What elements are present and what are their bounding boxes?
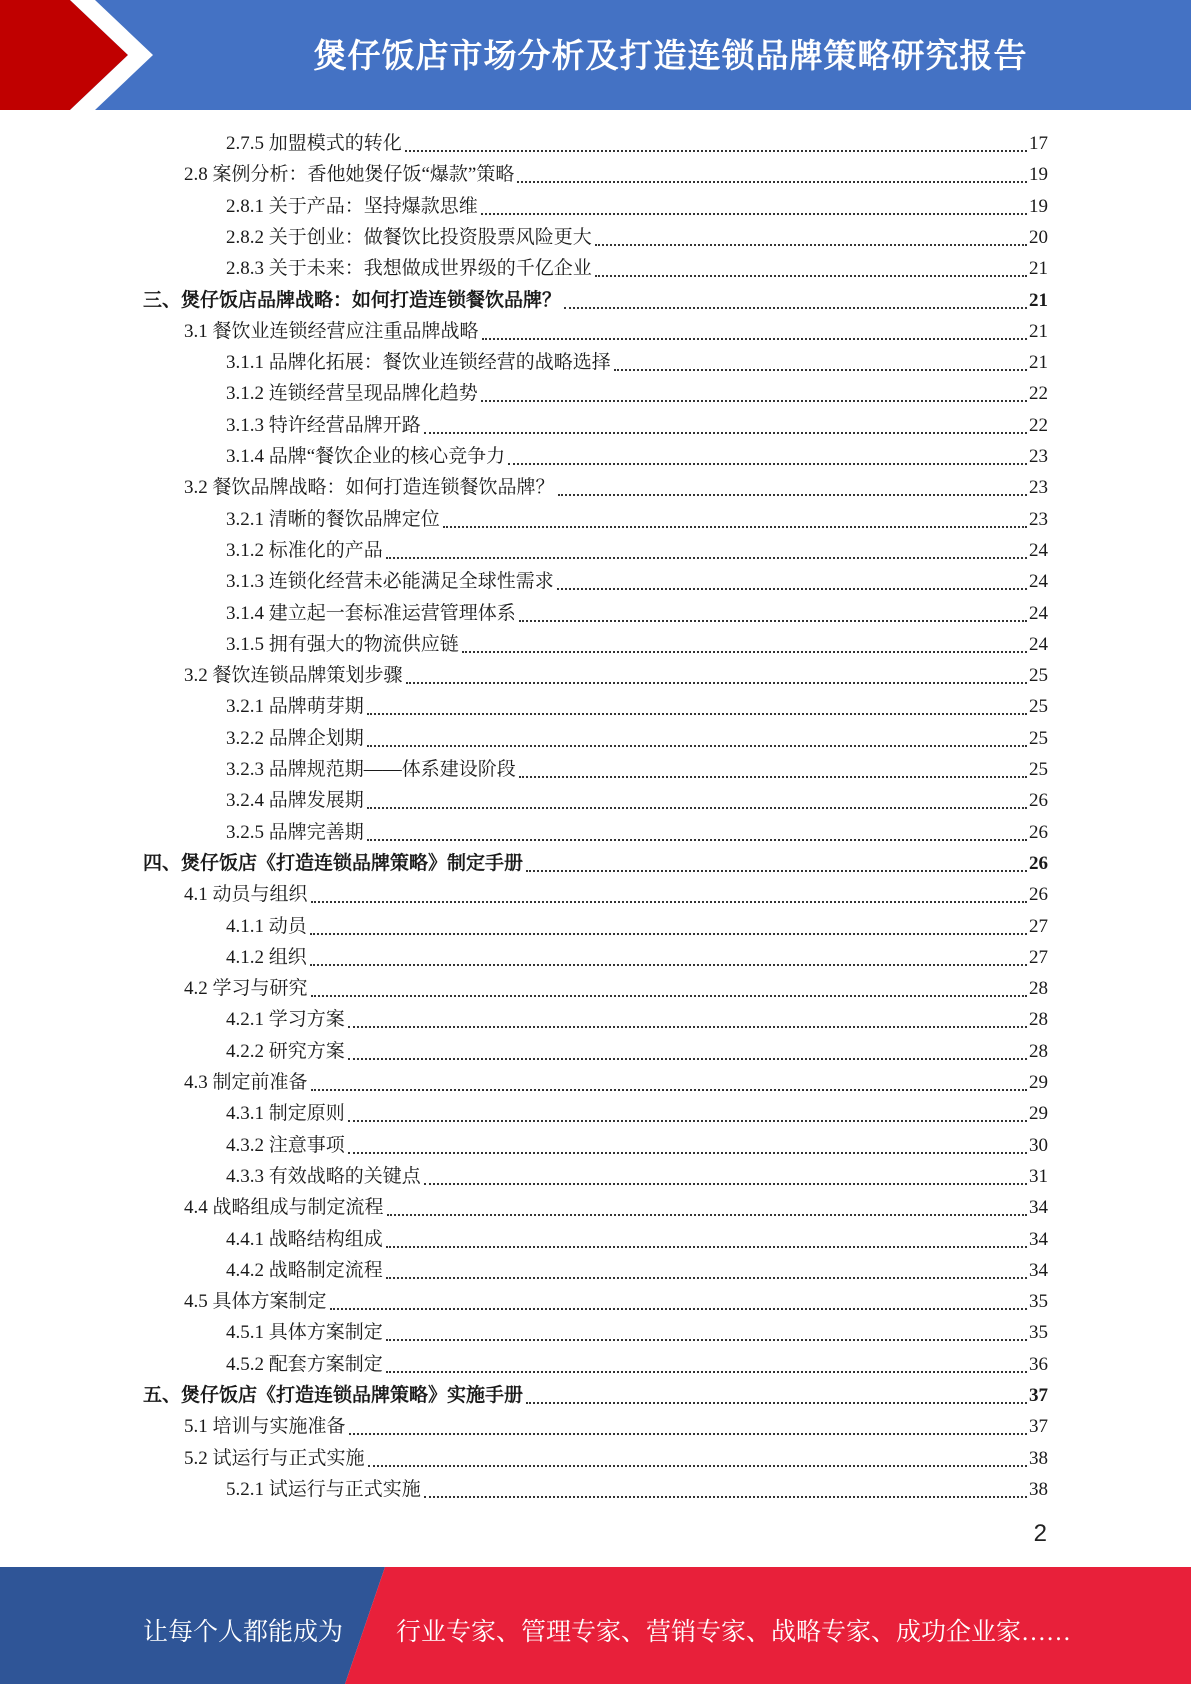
toc-entry-label: 5.2.1 试运行与正式实施 xyxy=(226,1479,421,1500)
toc-entry-page: 24 xyxy=(1029,571,1048,592)
toc-entry-page: 38 xyxy=(1029,1448,1048,1469)
toc-dot-leader xyxy=(482,338,1027,340)
toc-entry[interactable] xyxy=(226,378,1048,409)
toc-entry-page: 23 xyxy=(1029,509,1048,530)
toc-entry-page: 37 xyxy=(1029,1416,1048,1437)
toc-dot-leader xyxy=(386,1371,1027,1373)
toc-entry[interactable] xyxy=(226,410,1048,441)
toc-entry-label: 3.1.4 品牌“餐饮企业的核心竞争力 xyxy=(226,446,506,467)
toc-entry-page: 29 xyxy=(1029,1072,1048,1093)
toc-entry-page: 22 xyxy=(1029,415,1048,436)
toc-entry-page: 34 xyxy=(1029,1260,1048,1281)
toc-entry-page: 26 xyxy=(1029,822,1048,843)
toc-dot-leader xyxy=(564,307,1027,309)
toc-dot-leader xyxy=(311,901,1027,903)
toc-dot-leader xyxy=(558,494,1027,496)
toc-dot-leader xyxy=(481,213,1027,215)
toc-dot-leader xyxy=(368,1465,1027,1467)
toc-entry[interactable] xyxy=(226,1255,1048,1286)
toc-dot-leader xyxy=(387,1214,1027,1216)
toc-entry[interactable] xyxy=(226,911,1048,942)
toc-dot-leader xyxy=(462,651,1027,653)
toc-entry[interactable] xyxy=(226,441,1048,472)
toc-entry-label: 三、煲仔饭店品牌战略：如何打造连锁餐饮品牌？ xyxy=(143,290,562,311)
toc-entry-label: 3.1 餐饮业连锁经营应注重品牌战略 xyxy=(184,321,479,342)
toc-entry[interactable] xyxy=(226,1161,1048,1192)
toc-dot-leader xyxy=(614,369,1027,371)
toc-dot-leader xyxy=(508,463,1027,465)
toc-entry-page: 36 xyxy=(1029,1354,1048,1375)
toc-entry[interactable] xyxy=(226,1130,1048,1161)
footer-slogan-left: 让每个人都能成为 xyxy=(143,1619,344,1646)
toc-entry-label: 3.2 餐饮品牌战略：如何打造连锁餐饮品牌？ xyxy=(184,477,555,498)
toc-entry-page: 37 xyxy=(1029,1385,1048,1406)
toc-entry-page: 25 xyxy=(1029,665,1048,686)
page-number: 2 xyxy=(1033,1520,1047,1547)
toc-entry[interactable] xyxy=(143,848,1048,879)
toc-entry[interactable] xyxy=(226,598,1048,629)
toc-entry-page: 35 xyxy=(1029,1291,1048,1312)
toc-dot-leader xyxy=(311,995,1027,997)
toc-entry[interactable] xyxy=(184,472,1048,503)
toc-entry[interactable] xyxy=(226,629,1048,660)
toc-dot-leader xyxy=(349,1433,1027,1435)
toc-entry-page: 20 xyxy=(1029,227,1048,248)
toc-dot-leader xyxy=(348,1120,1027,1122)
toc-entry-label: 2.8.1 关于产品：坚持爆款思维 xyxy=(226,196,478,217)
toc-entry-page: 23 xyxy=(1029,477,1048,498)
document-title: 煲仔饭店市场分析及打造连锁品牌策略研究报告 xyxy=(313,36,1028,75)
toc-dot-leader xyxy=(406,682,1027,684)
toc-entry[interactable] xyxy=(226,347,1048,378)
toc-entry-page: 21 xyxy=(1029,321,1048,342)
toc-entry-page: 28 xyxy=(1029,1009,1048,1030)
toc-entry-label: 3.2.1 清晰的餐饮品牌定位 xyxy=(226,509,440,530)
toc-dot-leader xyxy=(386,557,1027,559)
toc-entry-label: 3.1.2 连锁经营呈现品牌化趋势 xyxy=(226,383,478,404)
toc-dot-leader xyxy=(367,713,1027,715)
toc-entry[interactable] xyxy=(226,222,1048,253)
toc-entry[interactable] xyxy=(226,1004,1048,1035)
toc-dot-leader xyxy=(519,620,1027,622)
toc-entry-label: 5.1 培训与实施准备 xyxy=(184,1416,346,1437)
toc-entry-label: 3.2.1 品牌萌芽期 xyxy=(226,696,364,717)
toc-entry-page: 28 xyxy=(1029,1041,1048,1062)
toc-entry-label: 4.5.1 具体方案制定 xyxy=(226,1322,383,1343)
toc-entry-page: 21 xyxy=(1029,352,1048,373)
toc-entry-label: 4.3 制定前准备 xyxy=(184,1072,308,1093)
toc-entry-page: 29 xyxy=(1029,1103,1048,1124)
toc-entry-page: 38 xyxy=(1029,1479,1048,1500)
toc-entry-label: 4.2.1 学习方案 xyxy=(226,1009,345,1030)
toc-entry-page: 24 xyxy=(1029,603,1048,624)
toc-entry-page: 23 xyxy=(1029,446,1048,467)
toc-dot-leader xyxy=(519,776,1027,778)
toc-entry[interactable] xyxy=(184,316,1048,347)
toc-entry-label: 3.1.4 建立起一套标准运营管理体系 xyxy=(226,603,516,624)
toc-entry-page: 22 xyxy=(1029,383,1048,404)
toc-entry[interactable] xyxy=(226,128,1048,159)
toc-entry[interactable] xyxy=(226,1036,1048,1067)
toc-entry-page: 31 xyxy=(1029,1166,1048,1187)
toc-entry[interactable] xyxy=(226,1317,1048,1348)
toc-entry-page: 17 xyxy=(1029,133,1048,154)
toc-entry-label: 4.1.2 组织 xyxy=(226,947,307,968)
toc-entry-label: 五、煲仔饭店《打造连锁品牌策略》实施手册 xyxy=(143,1385,524,1406)
toc-entry-label: 3.2.2 品牌企划期 xyxy=(226,728,364,749)
toc-entry-page: 34 xyxy=(1029,1229,1048,1250)
toc-entry-label: 3.1.3 特许经营品牌开路 xyxy=(226,415,421,436)
toc-entry-page: 30 xyxy=(1029,1135,1048,1156)
toc-entry-label: 3.1.5 拥有强大的物流供应链 xyxy=(226,634,459,655)
toc-entry[interactable] xyxy=(226,1474,1048,1505)
toc-dot-leader xyxy=(595,244,1027,246)
toc-entry-label: 4.3.1 制定原则 xyxy=(226,1103,345,1124)
toc-entry[interactable] xyxy=(226,1349,1048,1380)
toc-entry-label: 5.2 试运行与正式实施 xyxy=(184,1448,365,1469)
toc-entry[interactable] xyxy=(143,1380,1048,1411)
toc-entry-label: 4.3.2 注意事项 xyxy=(226,1135,345,1156)
toc-entry[interactable] xyxy=(226,723,1048,754)
toc-entry[interactable] xyxy=(184,879,1048,910)
toc-dot-leader xyxy=(367,807,1027,809)
toc-dot-leader xyxy=(386,1339,1027,1341)
toc-dot-leader xyxy=(595,275,1027,277)
toc-entry[interactable] xyxy=(226,817,1048,848)
toc-entry-label: 4.2 学习与研究 xyxy=(184,978,308,999)
toc-entry-label: 4.4.2 战略制定流程 xyxy=(226,1260,383,1281)
toc-entry[interactable] xyxy=(184,1286,1048,1317)
toc-dot-leader xyxy=(526,1402,1027,1404)
toc-entry-page: 25 xyxy=(1029,696,1048,717)
toc-entry-label: 4.5.2 配套方案制定 xyxy=(226,1354,383,1375)
toc-entry[interactable] xyxy=(226,1098,1048,1129)
toc-entry-page: 27 xyxy=(1029,916,1048,937)
toc-entry[interactable] xyxy=(184,159,1048,190)
toc-entry[interactable] xyxy=(184,1443,1048,1474)
toc-dot-leader xyxy=(348,1152,1027,1154)
toc-entry-page: 34 xyxy=(1029,1197,1048,1218)
toc-entry[interactable] xyxy=(226,566,1048,597)
toc-entry-page: 25 xyxy=(1029,759,1048,780)
toc-dot-leader xyxy=(557,588,1027,590)
toc-entry-page: 21 xyxy=(1029,290,1048,311)
toc-entry-page: 26 xyxy=(1029,853,1048,874)
toc-entry-label: 3.2.3 品牌规范期——体系建设阶段 xyxy=(226,759,516,780)
toc-entry[interactable] xyxy=(226,942,1048,973)
toc-dot-leader xyxy=(405,150,1027,152)
toc-entry-label: 3.1.1 品牌化拓展：餐饮业连锁经营的战略选择 xyxy=(226,352,611,373)
toc-entry-label: 3.2.5 品牌完善期 xyxy=(226,822,364,843)
toc-dot-leader xyxy=(311,1089,1027,1091)
toc-entry[interactable] xyxy=(226,504,1048,535)
toc-entry[interactable] xyxy=(226,691,1048,722)
toc-dot-leader xyxy=(367,839,1027,841)
toc-dot-leader xyxy=(386,1246,1027,1248)
toc-entry-label: 4.1 动员与组织 xyxy=(184,884,308,905)
toc-entry-page: 26 xyxy=(1029,790,1048,811)
toc-dot-leader xyxy=(424,1183,1027,1185)
toc-entry-label: 3.2.4 品牌发展期 xyxy=(226,790,364,811)
toc-entry[interactable] xyxy=(184,1192,1048,1223)
toc-entry[interactable] xyxy=(226,535,1048,566)
toc-entry[interactable] xyxy=(184,1067,1048,1098)
toc-entry-page: 26 xyxy=(1029,884,1048,905)
toc-entry-page: 21 xyxy=(1029,258,1048,279)
toc-entry[interactable] xyxy=(226,253,1048,284)
page-footer xyxy=(0,1567,1191,1684)
toc-dot-leader xyxy=(330,1308,1027,1310)
toc-entry-page: 25 xyxy=(1029,728,1048,749)
footer-slogan-right: 行业专家、管理专家、营销专家、战略专家、成功企业家…… xyxy=(396,1619,1072,1646)
toc-entry-page: 35 xyxy=(1029,1322,1048,1343)
toc-entry-page: 19 xyxy=(1029,196,1048,217)
toc-entry-page: 27 xyxy=(1029,947,1048,968)
toc-dot-leader xyxy=(348,1026,1027,1028)
toc-entry-label: 2.8 案例分析：香他她煲仔饭“爆款”策略 xyxy=(184,164,515,185)
toc-entry[interactable] xyxy=(226,1224,1048,1255)
toc-entry-label: 4.1.1 动员 xyxy=(226,916,307,937)
toc-entry[interactable] xyxy=(226,785,1048,816)
toc-entry-label: 3.1.2 标准化的产品 xyxy=(226,540,383,561)
toc-dot-leader xyxy=(443,526,1027,528)
toc-dot-leader xyxy=(310,933,1027,935)
toc-entry[interactable] xyxy=(184,1411,1048,1442)
toc-entry-page: 19 xyxy=(1029,164,1048,185)
toc-dot-leader xyxy=(424,432,1027,434)
toc-dot-leader xyxy=(310,964,1027,966)
toc-dot-leader xyxy=(481,400,1027,402)
toc-dot-leader xyxy=(424,1496,1027,1498)
toc-dot-leader xyxy=(348,1058,1027,1060)
toc-entry-label: 4.5 具体方案制定 xyxy=(184,1291,327,1312)
toc-entry-label: 4.4 战略组成与制定流程 xyxy=(184,1197,384,1218)
toc-entry-label: 3.2 餐饮连锁品牌策划步骤 xyxy=(184,665,403,686)
toc-entry-label: 2.8.2 关于创业：做餐饮比投资股票风险更大 xyxy=(226,227,592,248)
toc-entry-page: 24 xyxy=(1029,634,1048,655)
toc-entry-label: 四、煲仔饭店《打造连锁品牌策略》制定手册 xyxy=(143,853,524,874)
toc-entry-label: 2.7.5 加盟模式的转化 xyxy=(226,133,402,154)
toc-entry-page: 28 xyxy=(1029,978,1048,999)
toc-entry[interactable] xyxy=(226,191,1048,222)
toc-entry[interactable] xyxy=(143,285,1048,316)
toc-dot-leader xyxy=(386,1277,1027,1279)
toc-entry[interactable] xyxy=(226,754,1048,785)
toc-dot-leader xyxy=(526,870,1027,872)
toc-entry[interactable] xyxy=(184,660,1048,691)
page-header xyxy=(0,0,1191,110)
toc-entry-label: 4.3.3 有效战略的关键点 xyxy=(226,1166,421,1187)
toc-entry-label: 4.2.2 研究方案 xyxy=(226,1041,345,1062)
toc-entry-page: 24 xyxy=(1029,540,1048,561)
toc-entry[interactable] xyxy=(184,973,1048,1004)
toc-entry-label: 4.4.1 战略结构组成 xyxy=(226,1229,383,1250)
toc-dot-leader xyxy=(517,181,1027,183)
toc-entry-label: 3.1.3 连锁化经营未必能满足全球性需求 xyxy=(226,571,554,592)
toc-entry-label: 2.8.3 关于未来：我想做成世界级的千亿企业 xyxy=(226,258,592,279)
toc-dot-leader xyxy=(367,745,1027,747)
